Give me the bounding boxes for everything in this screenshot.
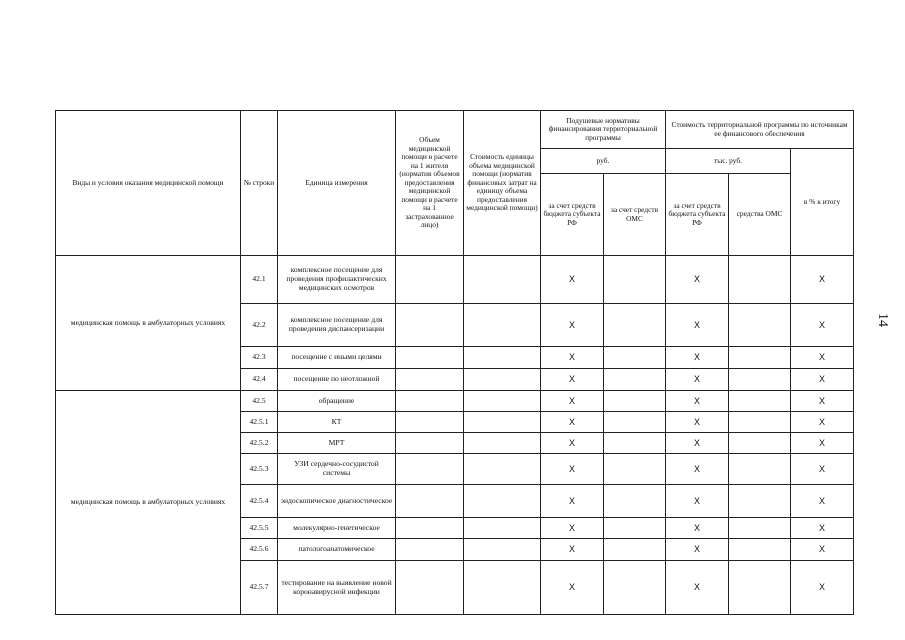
cell-budget-rub: X: [541, 518, 604, 539]
cell-volume: [396, 454, 464, 485]
cell-cost: [464, 433, 541, 454]
header-cost-group: Стоимость территориальной программы по источникам ее финансового обеспечения: [666, 111, 854, 149]
cell-oms-rub: [604, 347, 666, 369]
cell-budget-rub: X: [541, 391, 604, 412]
cell-oms-thousand: [729, 485, 791, 518]
cell-oms-rub: [604, 433, 666, 454]
page-number: 14: [875, 313, 890, 327]
cell-budget-thousand: X: [666, 485, 729, 518]
cell-cost: [464, 256, 541, 304]
cell-percent: X: [791, 412, 854, 433]
cell-volume: [396, 412, 464, 433]
cell-percent: X: [791, 561, 854, 615]
cell-budget-rub: X: [541, 304, 604, 347]
row-number: 42.5.5: [241, 518, 278, 539]
cell-cost: [464, 454, 541, 485]
cell-percent: X: [791, 256, 854, 304]
cell-percent: X: [791, 304, 854, 347]
cell-oms-thousand: [729, 539, 791, 561]
header-volume: Объем медицинской помощи в расчете на 1 жителя (норматив объемов предоставления медицинской помощи в расчете на 1 застрахованное лицо): [396, 111, 464, 256]
cell-budget-thousand: X: [666, 256, 729, 304]
row-number: 42.5.4: [241, 485, 278, 518]
row-unit: комплексное посещение для проведения профилактических медицинских осмотров: [278, 256, 396, 304]
cell-oms-rub: [604, 485, 666, 518]
cell-cost: [464, 518, 541, 539]
cell-budget-thousand: X: [666, 304, 729, 347]
cell-oms-rub: [604, 256, 666, 304]
cell-oms-rub: [604, 454, 666, 485]
header-percent: в % к итогу: [791, 149, 854, 256]
cell-oms-thousand: [729, 561, 791, 615]
row-number: 42.5.6: [241, 539, 278, 561]
table-row: [56, 256, 854, 304]
row-number: 42.2: [241, 304, 278, 347]
cell-cost: [464, 539, 541, 561]
row-unit: УЗИ сердечно-сосудистой системы: [278, 454, 396, 485]
cell-cost: [464, 391, 541, 412]
header-budget-thousand: за счет средств бюджета субъекта РФ: [666, 174, 729, 256]
header-oms-rub: за счет средств ОМС: [604, 174, 666, 256]
cell-budget-rub: X: [541, 454, 604, 485]
cell-cost: [464, 347, 541, 369]
cell-oms-thousand: [729, 391, 791, 412]
cell-budget-rub: X: [541, 539, 604, 561]
cell-cost: [464, 561, 541, 615]
cell-budget-rub: X: [541, 412, 604, 433]
cell-oms-rub: [604, 561, 666, 615]
cell-percent: X: [791, 391, 854, 412]
cell-volume: [396, 304, 464, 347]
cell-budget-rub: X: [541, 485, 604, 518]
cell-volume: [396, 561, 464, 615]
cell-volume: [396, 433, 464, 454]
header-unit-rub: руб.: [541, 149, 666, 174]
header-cost: Стоимость единицы объема медицинской помощи (норматив финансовых затрат на единицу объема предоставления медицинской помощи): [464, 111, 541, 256]
row-number: 42.5: [241, 391, 278, 412]
row-number: 42.5.3: [241, 454, 278, 485]
cell-volume: [396, 485, 464, 518]
cell-budget-thousand: X: [666, 433, 729, 454]
cell-budget-rub: X: [541, 433, 604, 454]
row-number: 42.1: [241, 256, 278, 304]
cell-budget-thousand: X: [666, 561, 729, 615]
header-oms-thousand: средства ОМС: [729, 174, 791, 256]
cell-budget-thousand: X: [666, 539, 729, 561]
cell-volume: [396, 539, 464, 561]
cell-oms-rub: [604, 412, 666, 433]
cell-percent: X: [791, 485, 854, 518]
cell-budget-thousand: X: [666, 454, 729, 485]
cell-volume: [396, 518, 464, 539]
cell-oms-thousand: [729, 256, 791, 304]
header-percapita-group: Подушевые нормативы финансирования территориальной программы: [541, 111, 666, 149]
cell-oms-rub: [604, 369, 666, 391]
row-number: 42.5.7: [241, 561, 278, 615]
row-unit: тестирование на выявление новой коронавирусной инфекции: [278, 561, 396, 615]
cell-budget-thousand: X: [666, 369, 729, 391]
cell-oms-thousand: [729, 454, 791, 485]
cell-percent: X: [791, 433, 854, 454]
cell-volume: [396, 347, 464, 369]
cell-percent: X: [791, 347, 854, 369]
row-number: 42.5.1: [241, 412, 278, 433]
row-unit: посещение по неотложной: [278, 369, 396, 391]
cell-oms-rub: [604, 391, 666, 412]
cell-budget-rub: X: [541, 347, 604, 369]
header-budget-rub: за счет средств бюджета субъекта РФ: [541, 174, 604, 256]
cell-cost: [464, 369, 541, 391]
group-label: медицинская помощь в амбулаторных условиях: [56, 391, 241, 615]
group-label: медицинская помощь в амбулаторных условиях: [56, 256, 241, 391]
row-unit: эндоскопическое диагностическое: [278, 485, 396, 518]
cell-oms-thousand: [729, 304, 791, 347]
cell-volume: [396, 369, 464, 391]
cell-budget-thousand: X: [666, 391, 729, 412]
cell-oms-rub: [604, 518, 666, 539]
cell-oms-rub: [604, 539, 666, 561]
header-unit: Единица измерения: [278, 111, 396, 256]
cell-budget-thousand: X: [666, 347, 729, 369]
cell-percent: X: [791, 518, 854, 539]
row-unit: посещение с иными целями: [278, 347, 396, 369]
row-number: 42.3: [241, 347, 278, 369]
row-number: 42.5.2: [241, 433, 278, 454]
header-types: Виды и условия оказания медицинской помощи: [56, 111, 241, 256]
cell-budget-rub: X: [541, 256, 604, 304]
row-unit: патологоанатомическое: [278, 539, 396, 561]
cell-cost: [464, 412, 541, 433]
cell-oms-thousand: [729, 433, 791, 454]
cell-oms-thousand: [729, 412, 791, 433]
cell-budget-rub: X: [541, 369, 604, 391]
row-unit: КТ: [278, 412, 396, 433]
row-unit: обращение: [278, 391, 396, 412]
cell-oms-thousand: [729, 518, 791, 539]
cell-percent: X: [791, 454, 854, 485]
cell-volume: [396, 391, 464, 412]
row-unit: МРТ: [278, 433, 396, 454]
row-number: 42.4: [241, 369, 278, 391]
row-unit: молекулярно-генетическое: [278, 518, 396, 539]
cell-oms-thousand: [729, 347, 791, 369]
cell-oms-rub: [604, 304, 666, 347]
cell-oms-thousand: [729, 369, 791, 391]
financing-table: [55, 110, 854, 615]
cell-cost: [464, 485, 541, 518]
cell-percent: X: [791, 539, 854, 561]
cell-budget-rub: X: [541, 561, 604, 615]
header-row-number: № строки: [241, 111, 278, 256]
cell-budget-thousand: X: [666, 412, 729, 433]
cell-cost: [464, 304, 541, 347]
header-unit-thousand-rub: тыс. руб.: [666, 149, 791, 174]
table-row: [56, 391, 854, 412]
row-unit: комплексное посещение для проведения диспансеризации: [278, 304, 396, 347]
cell-budget-thousand: X: [666, 518, 729, 539]
cell-volume: [396, 256, 464, 304]
cell-percent: X: [791, 369, 854, 391]
